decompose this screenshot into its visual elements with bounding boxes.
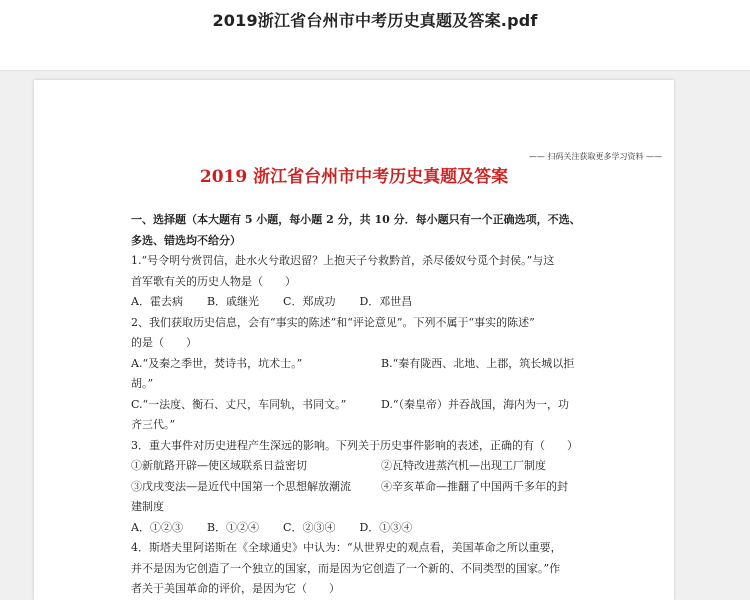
- q1-option-d: D．邓世昌: [359, 295, 413, 308]
- q4-line3: 者关于美国革命的评价，是因为它（ ）: [131, 582, 340, 595]
- q3-item-3: ③戊戌变法—是近代中国第一个思想解放潮流: [131, 479, 351, 493]
- q3-option-b: B．①②④: [206, 520, 260, 534]
- q3-item-2: ②瓦特改进蒸汽机—出现工厂制度: [381, 459, 546, 472]
- q1-options: [131, 292, 591, 313]
- q2-option-b-cont: 胡。”: [131, 377, 154, 390]
- viewer-toolbar: [0, 0, 750, 71]
- q3-items-12: [131, 456, 591, 477]
- q2-line1: 2、我们获取历史信息，会有“事实的陈述”和“评论意见”。下列不属于“事实的陈述”: [131, 315, 535, 329]
- q3-options: [131, 518, 591, 539]
- pdf-page: [34, 80, 674, 600]
- q2-option-d-cont: 齐三代。”: [131, 418, 176, 431]
- q1-option-c: C．郑成功: [283, 295, 336, 308]
- q2-option-b: B.“秦有陇西、北地、上郡，筑长城以拒: [381, 356, 575, 370]
- q1-line2: 首军歌有关的历史人物是（ ）: [131, 274, 296, 288]
- q3-items-34: [131, 477, 591, 498]
- q1-option-a: A．霍去病: [131, 295, 183, 308]
- q3-option-d: D．①③④: [359, 520, 413, 534]
- q4-line2: 并不是因为它创造了一个独立的国家，而是因为它创造了一个新的、不同类型的国家。”作: [131, 561, 561, 575]
- qr-note: —— 扫码关注获取更多学习资料 ——: [528, 152, 662, 161]
- q2-options-cd: [131, 395, 591, 416]
- exam-body: [131, 210, 591, 600]
- exam-title: 2019 浙江省台州市中考历史真题及答案: [199, 167, 509, 187]
- q2-option-d: D.“（秦皇帝）并吞战国，海内为一，功: [381, 397, 570, 411]
- q1-line1: 1.“号令明兮赏罚信，赴水火兮敢迟留？上抱天子兮救黔首，杀尽倭奴兮觅个封侯。”与这: [131, 254, 555, 267]
- q2-options-ab: [131, 354, 591, 375]
- q3-option-a: A．①②③: [131, 520, 183, 534]
- q3-item-4-cont: 建制度: [131, 500, 164, 513]
- q1-option-b: B．戚继光: [206, 295, 260, 308]
- q3-option-c: C．②③④: [283, 520, 336, 534]
- q2-option-a: A.“及秦之季世，焚诗书，坑术士。”: [131, 356, 303, 370]
- q4-line1: 4．斯塔夫里阿诺斯在《全球通史》中认为：“从世界史的观点看，美国革命之所以重要，: [131, 541, 562, 554]
- q2-line2: 的是（ ）: [131, 336, 197, 349]
- q3-item-4: ④辛亥革命—推翻了中国两千多年的封: [381, 479, 568, 493]
- section-heading-line1: 一、选择题（本大题有 5 小题，每小题 2 分，共 10 分．每小题只有一个正确选项，不选、: [131, 213, 581, 226]
- document-title: 2019浙江省台州市中考历史真题及答案.pdf: [212, 11, 538, 30]
- section-heading-line2: 多选、错选均不给分）: [131, 233, 241, 247]
- q3-line1: 3．重大事件对历史进程产生深远的影响。下列关于历史事件影响的表述，正确的有（ ）: [131, 438, 578, 452]
- q2-option-c: C.“一法度、衡石、丈尺，车同轨，书同文。”: [131, 397, 347, 411]
- q3-item-1: ①新航路开辟—使区域联系日益密切: [131, 459, 307, 472]
